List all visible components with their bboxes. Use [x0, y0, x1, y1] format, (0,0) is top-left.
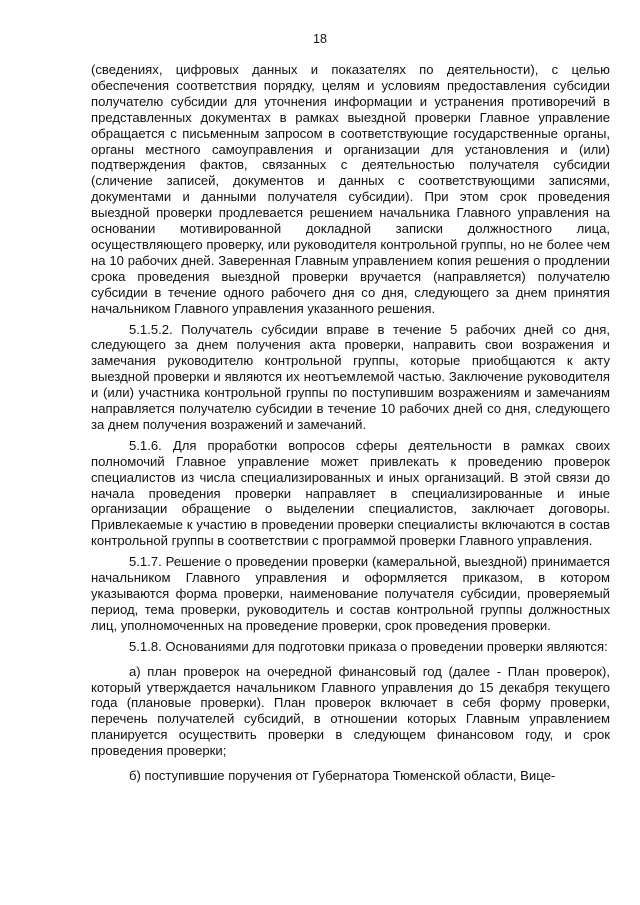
paragraph-5-1-6: 5.1.6. Для проработки вопросов сферы деятельности в рамках своих полномочий Главное управление может привлекать к проведению проверок специалистов из числа специализированных и иных организаций. В этой связи до начала проведения проверки направляет в специализированные и иные организации обращение о выделении специалистов, заключает договоры. Привлекаемые к участию в проведении проверки специалисты включаются в состав контрольной группы в соответствии с программой проверки Главного управления.: [91, 437, 610, 549]
document-body: [91, 62, 610, 784]
paragraph-continuation: (сведениях, цифровых данных и показателях по деятельности), с целью обеспечения соответствия порядку, целям и условиям предоставления субсидии получателю субсидии для уточнения информации и устранения противоречий в представленных документах в рамках выездной проверки Главное управление обращается с письменным запросом в соответствующие государственные органы, органы местного самоуправления и организации для установления и (или) подтверждения фактов, связанных с деятельностью получателя субсидии (сличение записей, документов и данных с соответствующими записями, документами и данными получателя субсидии). При этом срок проведения выездной проверки продлевается решением начальника Главного управления на основании мотивированной докладной записки должностного лица, осуществляющего проверку, или руководителя контрольной группы, но не более чем на 10 рабочих дней. Заверенная Главным управлением копия решения о продлении срока проведения выездной проверки вручается (направляется) получателю субсидии в течение одного рабочего дня со дня, следующего за днем принятия начальником Главного управления указанного решения.: [91, 62, 610, 316]
paragraph-5-1-5-2: 5.1.5.2. Получатель субсидии вправе в течение 5 рабочих дней со дня, следующего за днем получения акта проверки, направить свои возражения и замечания руководителю контрольной группы, которые приобщаются к акту выездной проверки и являются их неотъемлемой частью. Заключение руководителя и (или) участника контрольной группы по поступившим возражениям и замечаниям направляется получателю субсидии в течение 10 рабочих дней со дня, следующего за днем получения возражений и замечаний.: [91, 321, 610, 432]
paragraph-5-1-7: 5.1.7. Решение о проведении проверки (камеральной, выездной) принимается начальником Главного управления и оформляется приказом, в котором указываются форма проверки, наименование получателя субсидии, проверяемый период, тема проверки, руководитель и состав контрольной группы должностных лиц, уполномоченных на проведение проверки, срок проведения проверки.: [91, 554, 610, 633]
list-item-a: а) план проверок на очередной финансовый год (далее - План проверок), который утверждается начальником Главного управления до 15 декабря текущего года (плановые проверки). План проверок включает в себя форму проверки, перечень получателей субсидий, в отношении которых Главным управлением планируется осуществить проверки в следующем финансовом году, и срок проведения проверки;: [91, 663, 610, 759]
paragraph-5-1-8: 5.1.8. Основаниями для подготовки приказа о проведении проверки являются:: [129, 638, 608, 654]
list-item-b: б) поступившие поручения от Губернатора Тюменской области, Вице-: [129, 768, 556, 784]
page-number: 18: [313, 32, 327, 46]
